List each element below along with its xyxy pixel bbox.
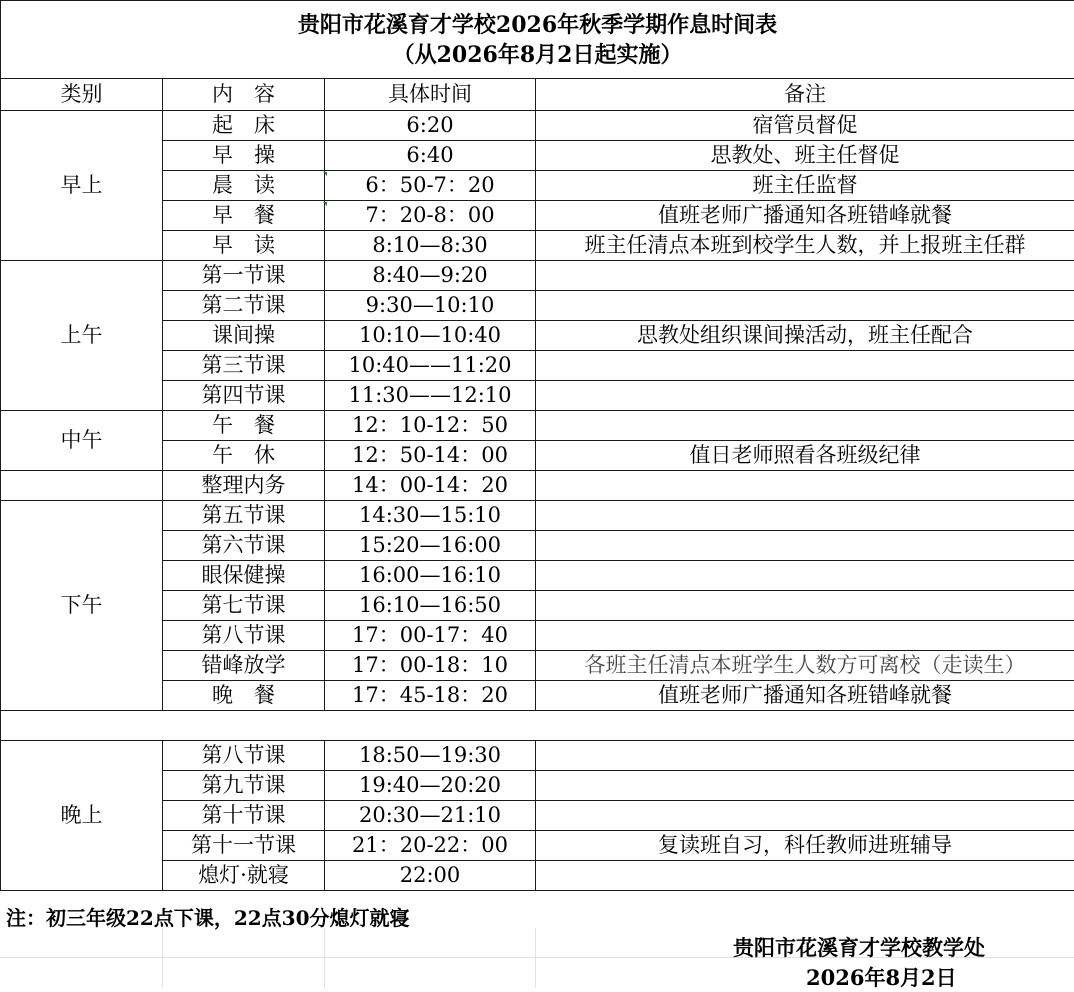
- row-content: 第五节课: [163, 501, 325, 531]
- row-time: 6:40: [325, 141, 536, 171]
- table-row: [1, 801, 1074, 831]
- row-content: 起 床: [163, 111, 325, 141]
- row-note: 班主任清点本班到校学生人数，并上报班主任群: [536, 231, 1074, 261]
- row-time: 7：20-8：00: [325, 201, 536, 231]
- row-note: 宿管员督促: [536, 111, 1074, 141]
- row-note: 复读班自习，科任教师进班辅导: [536, 831, 1074, 861]
- empty-category-cell: [1, 471, 163, 501]
- table-row: [1, 351, 1074, 381]
- row-time: 11:30——12:10: [325, 381, 536, 411]
- cell-comment-marker: [323, 172, 327, 176]
- row-note: [536, 591, 1074, 621]
- row-time: 18:50—19:30: [325, 741, 536, 771]
- row-content: 第十一节课: [163, 831, 325, 861]
- row-note: [536, 741, 1074, 771]
- row-note: 值班老师广播通知各班错峰就餐: [536, 681, 1074, 711]
- row-time: 8:40—9:20: [325, 261, 536, 291]
- table-row: [1, 321, 1074, 351]
- category-noon: 中午: [1, 411, 163, 471]
- row-content: 整理内务: [163, 471, 325, 501]
- row-note: [536, 801, 1074, 831]
- row-content: 午 餐: [163, 411, 325, 441]
- row-note: 思教处组织课间操活动，班主任配合: [536, 321, 1074, 351]
- row-time: 17：00-18：10: [325, 651, 536, 681]
- row-time: 15:20—16:00: [325, 531, 536, 561]
- row-note: [536, 531, 1074, 561]
- table-row: [1, 681, 1074, 711]
- table-row: [1, 171, 1074, 201]
- table-row: [1, 861, 1074, 891]
- row-content: 第十节课: [163, 801, 325, 831]
- row-time: 6：50-7：20: [325, 171, 536, 201]
- row-note: [536, 501, 1074, 531]
- row-time: 12：50-14：00: [325, 441, 536, 471]
- header-category: 类别: [1, 79, 163, 111]
- page-title: 贵阳市花溪育才学校2026年秋季学期作息时间表: [1, 14, 1074, 36]
- row-note: [536, 291, 1074, 321]
- row-time: 22:00: [325, 861, 536, 891]
- title-row: [1, 1, 1074, 79]
- cell-comment-marker: [323, 202, 327, 206]
- row-note: 班主任监督: [536, 171, 1074, 201]
- table-row: [1, 381, 1074, 411]
- row-note: 思教处、班主任督促: [536, 141, 1074, 171]
- row-content: 晨 读: [163, 171, 325, 201]
- row-time: 14：00-14：20: [325, 471, 536, 501]
- table-row: [1, 831, 1074, 861]
- row-content: 第九节课: [163, 771, 325, 801]
- row-time: 16:10—16:50: [325, 591, 536, 621]
- row-note: [536, 261, 1074, 291]
- signature: 贵阳市花溪育才学校教学处: [733, 932, 985, 962]
- row-content: 熄灯·就寝: [163, 861, 325, 891]
- table-row: [1, 411, 1074, 441]
- page-subtitle: （从2026年8月2日起实施）: [1, 44, 1074, 66]
- category-evening: 晚上: [1, 741, 163, 891]
- row-content: 晚 餐: [163, 681, 325, 711]
- row-time: 17：00-17：40: [325, 621, 536, 651]
- table-row: [1, 441, 1074, 471]
- table-row: [1, 771, 1074, 801]
- table-row: [1, 291, 1074, 321]
- row-content: 午 休: [163, 441, 325, 471]
- title-cell: [1, 1, 1074, 79]
- row-content: 第八节课: [163, 741, 325, 771]
- row-content: 早 读: [163, 231, 325, 261]
- row-note: 各班主任清点本班学生人数方可离校（走读生）: [536, 651, 1074, 681]
- row-content: 第一节课: [163, 261, 325, 291]
- row-time: 8:10—8:30: [325, 231, 536, 261]
- table-row: [1, 501, 1074, 531]
- header-row: [1, 79, 1074, 111]
- table-row: [1, 531, 1074, 561]
- table-row: [1, 561, 1074, 591]
- category-morning-early: 早上: [1, 111, 163, 261]
- table-row: [1, 111, 1074, 141]
- row-note: [536, 411, 1074, 441]
- spacer-row: [1, 711, 1074, 741]
- category-morning: 上午: [1, 261, 163, 411]
- row-note: [536, 381, 1074, 411]
- header-time: 具体时间: [325, 79, 536, 111]
- row-note: [536, 771, 1074, 801]
- table-row: [1, 741, 1074, 771]
- row-content: 第六节课: [163, 531, 325, 561]
- table-row: [1, 471, 1074, 501]
- row-time: 16:00—16:10: [325, 561, 536, 591]
- signature-date: 2026年8月2日: [806, 962, 957, 992]
- header-note: 备注: [536, 79, 1074, 111]
- table-row: [1, 591, 1074, 621]
- row-content: 错峰放学: [163, 651, 325, 681]
- row-note: [536, 861, 1074, 891]
- row-time: 9:30—10:10: [325, 291, 536, 321]
- spacer-cell: [1, 711, 1074, 741]
- header-content: 内 容: [163, 79, 325, 111]
- table-row: [1, 231, 1074, 261]
- row-time: 20:30—21:10: [325, 801, 536, 831]
- row-note: 值班老师广播通知各班错峰就餐: [536, 201, 1074, 231]
- row-content: 第二节课: [163, 291, 325, 321]
- category-afternoon: 下午: [1, 501, 163, 711]
- row-content: 第八节课: [163, 621, 325, 651]
- row-note: [536, 471, 1074, 501]
- row-content: 课间操: [163, 321, 325, 351]
- table-row: [1, 141, 1074, 171]
- row-time: 19:40—20:20: [325, 771, 536, 801]
- row-content: 眼保健操: [163, 561, 325, 591]
- table-row: [1, 261, 1074, 291]
- row-content: 第七节课: [163, 591, 325, 621]
- row-content: 第三节课: [163, 351, 325, 381]
- row-note: [536, 351, 1074, 381]
- row-note: [536, 561, 1074, 591]
- footer-note: 注：初三年级22点下课，22点30分熄灯就寝: [6, 902, 410, 931]
- row-note: [536, 621, 1074, 651]
- row-time: 14:30—15:10: [325, 501, 536, 531]
- row-time: 17：45-18：20: [325, 681, 536, 711]
- row-note: 值日老师照看各班级纪律: [536, 441, 1074, 471]
- table-row: [1, 201, 1074, 231]
- row-content: 早 餐: [163, 201, 325, 231]
- row-content: 早 操: [163, 141, 325, 171]
- row-time: 10:40——11:20: [325, 351, 536, 381]
- table-row: [1, 621, 1074, 651]
- row-time: 12：10-12：50: [325, 411, 536, 441]
- table-row: [1, 651, 1074, 681]
- row-time: 21：20-22：00: [325, 831, 536, 861]
- row-time: 10:10—10:40: [325, 321, 536, 351]
- row-time: 6:20: [325, 111, 536, 141]
- row-content: 第四节课: [163, 381, 325, 411]
